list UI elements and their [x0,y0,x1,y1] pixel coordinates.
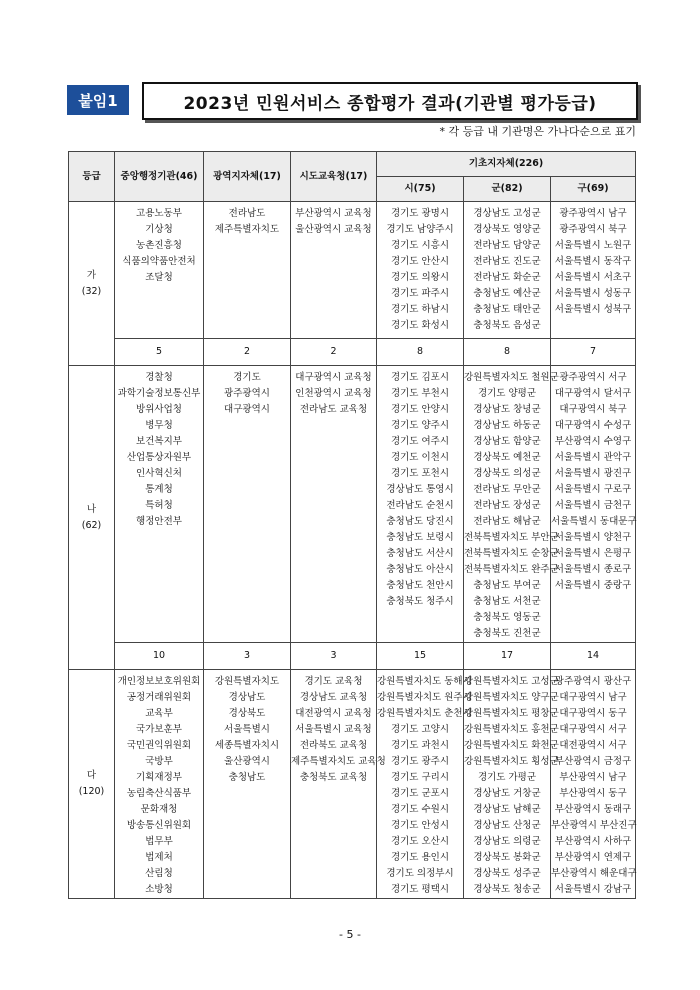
org-name: 서울특별시 동작구 [554,256,632,267]
org-name: 부산광역시 금정구 [554,756,632,767]
org-name: 방위사업청 [136,404,182,415]
count-cell: 5 [115,339,204,366]
org-name: 대전광역시 교육청 [295,708,372,719]
org-name: 충청남도 천안시 [386,580,454,591]
org-name: 부산광역시 부산진구 [551,820,637,831]
org-name: 경기도 의왕시 [390,272,450,283]
org-name: 공정거래위원회 [126,692,192,703]
header-edu: 시도교육청(17) [291,152,377,202]
org-name: 경기도 안양시 [390,404,450,415]
count-cell: 15 [377,643,464,670]
org-name: 경기도 광주시 [390,756,450,767]
org-list-gun [464,366,559,643]
org-list-central [115,670,204,899]
org-name: 서울특별시 노원구 [554,240,632,251]
org-name: 대구광역시 수성구 [554,420,632,431]
org-name: 경기도 광명시 [390,208,450,219]
org-name: 경상북도 청송군 [473,884,541,895]
org-name: 대구광역시 달서구 [554,388,632,399]
org-name: 제주특별자치도 교육청 [291,756,386,767]
count-cell: 14 [551,643,636,670]
org-name: 국민권익위원회 [126,740,192,751]
org-name: 서울특별시 종로구 [554,564,632,575]
count-cell: 8 [464,339,551,366]
org-name: 식품의약품안전처 [122,256,196,267]
org-name: 경기도 포천시 [390,468,450,479]
org-name: 경기도 군포시 [390,788,450,799]
org-name: 강원특별자치도 철원군 [464,372,559,383]
org-name: 경상북도 의성군 [473,468,541,479]
org-name: 전북특별자치도 순창군 [464,548,559,559]
org-name: 경상남도 남해군 [473,804,541,815]
header-grade: 등급 [69,152,115,202]
header-gun: 군(82) [464,177,551,202]
org-name: 강원특별자치도 횡성군 [464,756,559,767]
org-name: 특허청 [145,500,173,511]
org-name: 광주광역시 [224,388,270,399]
org-name: 충청남도 부여군 [473,580,541,591]
org-name: 경기도 김포시 [390,372,450,383]
count-cell: 10 [115,643,204,670]
grade-row [69,670,636,899]
org-name: 경상북도 봉화군 [473,852,541,863]
org-name: 광주광역시 서구 [559,372,627,383]
org-name: 충청북도 교육청 [299,772,368,783]
org-name: 전라남도 화순군 [473,272,541,283]
org-name: 방송통신위원회 [126,820,192,831]
org-name: 경기도 [233,372,261,383]
org-name: 강원특별자치도 양구군 [464,692,559,703]
org-name: 강원특별자치도 고성군 [464,676,559,687]
org-list-si [377,202,464,339]
org-name: 경기도 여주시 [390,436,450,447]
org-name: 경기도 과천시 [390,740,450,751]
org-name: 대구광역시 북구 [559,404,627,415]
count-cell: 8 [377,339,464,366]
org-name: 강원특별자치도 홍천군 [464,724,559,735]
org-name: 전라남도 담양군 [473,240,541,251]
org-name: 경기도 양평군 [477,388,537,399]
org-name: 전라남도 교육청 [299,404,368,415]
org-name: 경기도 하남시 [390,304,450,315]
org-name: 국가보훈부 [136,724,182,735]
org-name: 경상남도 [228,692,266,703]
count-row [69,643,636,670]
org-name: 전라남도 진도군 [473,256,541,267]
grade-label: 나 [86,503,97,515]
grade-total: (32) [81,285,102,297]
org-name: 전라북도 교육청 [299,740,368,751]
org-list-metro [204,670,291,899]
org-name: 국방부 [145,756,173,767]
org-name: 부산광역시 해운대구 [551,868,637,879]
org-name: 전라남도 무안군 [473,484,541,495]
org-name: 법제처 [145,852,173,863]
org-name: 경기도 이천시 [390,452,450,463]
org-name: 경상남도 통영시 [386,484,454,495]
org-name: 서울특별시 교육청 [295,724,372,735]
org-name: 부산광역시 연제구 [554,852,632,863]
count-cell: 3 [291,643,377,670]
grade-cell [69,366,115,670]
org-name: 부산광역시 동구 [559,788,627,799]
org-name: 경기도 가평군 [477,772,537,783]
org-list-gun [464,670,559,899]
org-name: 서울특별시 양천구 [554,532,632,543]
org-name: 인사혁신처 [136,468,182,479]
org-name: 인천광역시 교육청 [295,388,372,399]
org-name: 강원특별자치도 평창군 [464,708,559,719]
org-name: 병무청 [145,420,173,431]
org-name: 서울특별시 구로구 [554,484,632,495]
org-name: 부산광역시 동래구 [554,804,632,815]
org-name: 충청남도 아산시 [386,564,454,575]
org-name: 경기도 고양시 [390,724,450,735]
count-cell: 7 [551,339,636,366]
org-name: 경상남도 창녕군 [473,404,541,415]
org-list-central [115,366,204,643]
org-name: 통계청 [145,484,173,495]
org-name: 충청북도 진천군 [473,628,541,639]
org-name: 서울특별시 성북구 [554,304,632,315]
org-name: 경기도 오산시 [390,836,450,847]
header-central: 중앙행정기관(46) [115,152,204,202]
org-name: 소방청 [145,884,173,895]
org-name: 대구광역시 동구 [559,708,627,719]
grade-label: 가 [86,269,97,281]
org-name: 고용노동부 [136,208,182,219]
org-name: 경기도 교육청 [304,676,363,687]
org-name: 경기도 용인시 [390,852,450,863]
document-title: 2023년 민원서비스 종합평가 결과(기관별 평가등급) [142,82,638,120]
org-name: 교육부 [145,708,173,719]
org-name: 서울특별시 중랑구 [554,580,632,591]
org-list-gu [551,366,636,643]
org-name: 경상남도 거창군 [473,788,541,799]
org-name: 경기도 평택시 [390,884,450,895]
org-list-gu [551,202,636,339]
org-name: 보건복지부 [136,436,182,447]
org-name: 경기도 남양주시 [386,224,454,235]
page-number: - 5 - [339,928,361,941]
org-name: 충청남도 태안군 [473,304,541,315]
org-name: 경기도 화성시 [390,320,450,331]
org-name: 충청남도 보령시 [386,532,454,543]
org-name: 대구광역시 교육청 [295,372,372,383]
org-list-edu [291,670,386,899]
org-name: 경상남도 의령군 [473,836,541,847]
grade-total: (62) [81,519,102,531]
grade-total: (120) [78,786,105,797]
org-name: 서울특별시 서초구 [554,272,632,283]
org-name: 경기도 부천시 [390,388,450,399]
org-name: 부산광역시 수영구 [554,436,632,447]
grade-row [69,366,636,643]
org-name: 경상북도 예천군 [473,452,541,463]
count-row [69,339,636,366]
header-basic: 기초지자체(226) [377,152,636,177]
org-name: 경기도 안산시 [390,256,450,267]
org-name: 광주광역시 북구 [559,224,627,235]
org-list-metro [204,202,291,339]
org-name: 충청남도 서천군 [473,596,541,607]
org-name: 광주광역시 광산구 [554,676,632,687]
org-name: 경기도 시흥시 [390,240,450,251]
org-name: 충청남도 서산시 [386,548,454,559]
org-list-metro [204,366,291,643]
org-name: 개인정보보호위원회 [117,676,201,687]
org-name: 제주특별자치도 [214,224,280,235]
org-name: 전라남도 [228,208,266,219]
org-name: 행정안전부 [136,516,182,527]
grade-table [68,151,636,899]
org-name: 부산광역시 교육청 [295,208,372,219]
org-name: 부산광역시 사하구 [554,836,632,847]
org-name: 경기도 수원시 [390,804,450,815]
org-name: 농촌진흥청 [136,240,182,251]
org-name: 강원특별자치도 화천군 [464,740,559,751]
org-name: 충청남도 당진시 [386,516,454,527]
org-name: 강원특별자치도 [214,676,280,687]
org-list-central [115,202,204,339]
header-metro: 광역지자체(17) [204,152,291,202]
org-list-gun [464,202,551,339]
attachment-badge: 붙임1 [67,85,129,115]
count-cell: 2 [291,339,377,366]
org-name: 경기도 구리시 [390,772,450,783]
grade-cell [69,670,115,899]
org-name: 경상북도 영양군 [473,224,541,235]
org-name: 문화재청 [140,804,178,815]
count-cell: 17 [464,643,551,670]
org-name: 경상남도 교육청 [299,692,368,703]
org-name: 대구광역시 서구 [559,724,627,735]
org-name: 기상청 [145,224,173,235]
org-name: 충청남도 예산군 [473,288,541,299]
org-name: 경상남도 함양군 [473,436,541,447]
count-cell: 2 [204,339,291,366]
org-name: 경상남도 하동군 [473,420,541,431]
org-name: 서울특별시 동대문구 [551,516,637,527]
org-list-edu [291,202,377,339]
org-name: 대구광역시 [224,404,270,415]
org-name: 서울특별시 금천구 [554,500,632,511]
org-name: 충청북도 영동군 [473,612,541,623]
org-name: 강원특별자치도 원주시 [377,692,472,703]
org-name: 경상북도 성주군 [473,868,541,879]
org-name: 서울특별시 성동구 [554,288,632,299]
org-list-si [377,670,472,899]
org-name: 경상남도 산청군 [473,820,541,831]
org-name: 충청남도 [228,772,266,783]
org-name: 울산광역시 [224,756,270,767]
org-list-si [377,366,464,643]
org-name: 전북특별자치도 완주군 [464,564,559,575]
org-list-gu [551,670,636,899]
org-name: 전북특별자치도 부안군 [464,532,559,543]
org-name: 서울특별시 강남구 [554,884,632,895]
org-name: 부산광역시 남구 [559,772,627,783]
org-name: 충청북도 청주시 [386,596,454,607]
org-name: 전라남도 해남군 [473,516,541,527]
org-name: 조달청 [145,272,173,283]
org-name: 기획재정부 [136,772,182,783]
org-name: 산림청 [145,868,173,879]
org-name: 강원특별자치도 춘천시 [377,708,472,719]
org-name: 경상북도 [228,708,266,719]
header-gu: 구(69) [551,177,636,202]
org-name: 경기도 의정부시 [386,868,454,879]
grade-label: 다 [86,770,97,781]
org-name: 과학기술정보통신부 [117,388,201,399]
org-name: 경기도 양주시 [390,420,450,431]
header-si: 시(75) [377,177,464,202]
org-name: 경기도 파주시 [390,288,450,299]
org-name: 전라남도 순천시 [386,500,454,511]
org-name: 충청북도 음성군 [473,320,541,331]
org-name: 법무부 [145,836,173,847]
org-name: 서울특별시 관악구 [554,452,632,463]
org-name: 경기도 안성시 [390,820,450,831]
count-cell: 3 [204,643,291,670]
org-name: 울산광역시 교육청 [295,224,372,235]
org-name: 서울특별시 광진구 [554,468,632,479]
org-name: 경찰청 [145,372,173,383]
org-name: 대전광역시 서구 [559,740,627,751]
org-name: 농림축산식품부 [126,788,192,799]
org-name: 강원특별자치도 동해시 [377,676,472,687]
org-name: 산업통상자원부 [126,452,192,463]
org-list-edu [291,366,377,643]
org-name: 서울특별시 [224,724,270,735]
grade-row [69,202,636,339]
org-name: 서울특별시 은평구 [554,548,632,559]
org-name: 대구광역시 남구 [559,692,627,703]
grade-cell [69,202,115,366]
org-name: 전라남도 장성군 [473,500,541,511]
sort-note: * 각 등급 내 기관명은 가나다순으로 표기 [439,125,636,138]
org-name: 경상남도 고성군 [473,208,541,219]
org-name: 세종특별자치시 [214,740,280,751]
org-name: 광주광역시 남구 [559,208,627,219]
